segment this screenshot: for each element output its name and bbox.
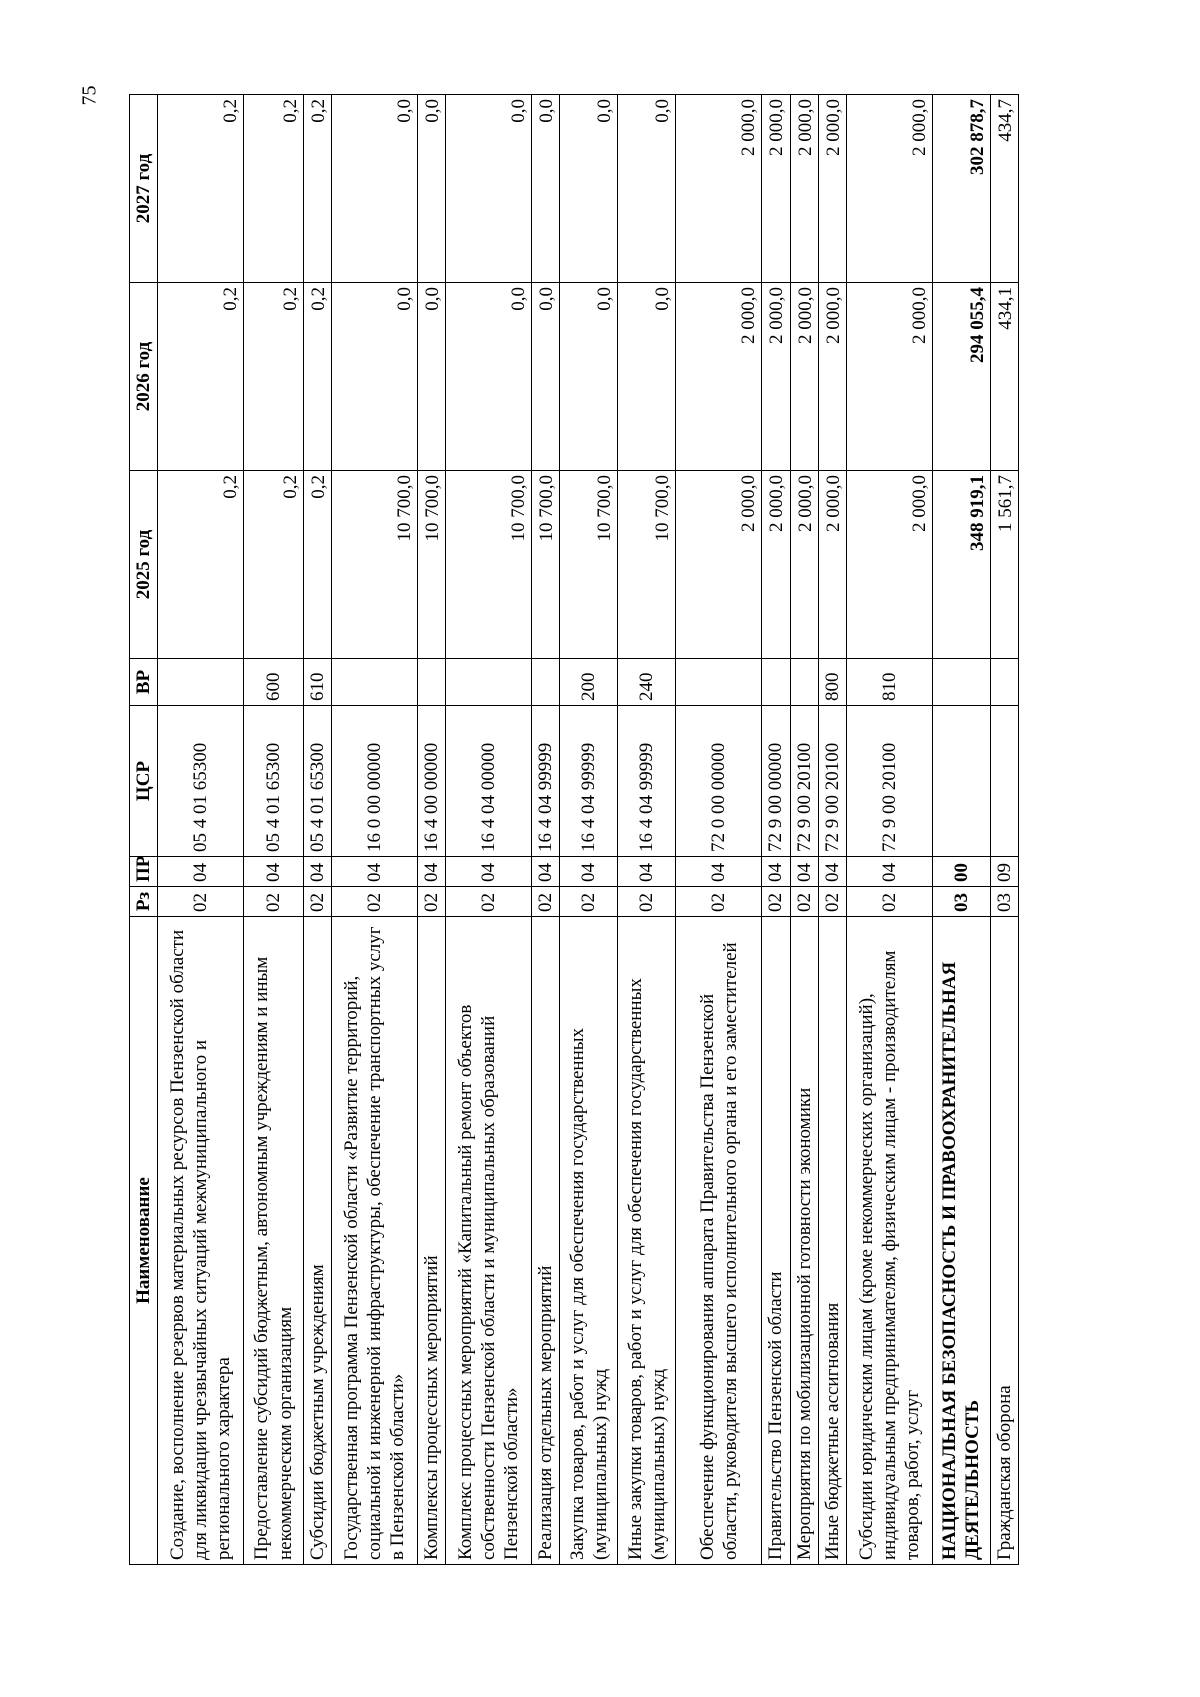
cell-csr: 05 4 01 65300 <box>304 706 332 857</box>
cell-2026: 2 000,0 <box>790 283 818 471</box>
cell-2025: 2 000,0 <box>762 471 790 659</box>
cell-name: Обеспечение функционирования аппарата Правительства Пензенской области, руководителя высшего исполнительного органа и его заместителей <box>676 917 762 1565</box>
cell-vr <box>990 659 1018 706</box>
cell-2027: 0,0 <box>532 95 560 283</box>
cell-2025: 0,2 <box>158 471 244 659</box>
header-2025: 2025 год <box>130 471 158 659</box>
table-row <box>676 95 762 1565</box>
cell-2025: 2 000,0 <box>846 471 932 659</box>
header-row <box>130 95 158 1565</box>
cell-2026: 0,2 <box>243 283 303 471</box>
cell-vr <box>446 659 532 706</box>
table-row <box>304 95 332 1565</box>
cell-vr <box>158 659 244 706</box>
cell-pr: 00 <box>932 857 990 887</box>
cell-name: Субсидии бюджетным учреждениям <box>304 917 332 1565</box>
cell-name: Иные закупки товаров, работ и услуг для обеспечения государственных (муниципальных) нужд <box>618 917 676 1565</box>
cell-2027: 434,7 <box>990 95 1018 283</box>
cell-vr <box>932 659 990 706</box>
cell-rz: 02 <box>790 887 818 917</box>
cell-rz: 02 <box>158 887 244 917</box>
cell-2027: 0,0 <box>560 95 618 283</box>
cell-2027: 2 000,0 <box>818 95 846 283</box>
cell-name: Комплекс процессных мероприятий «Капитальный ремонт объектов собственности Пензенской области и муниципальных образований Пензенской области» <box>446 917 532 1565</box>
cell-csr: 72 9 00 20100 <box>818 706 846 857</box>
page-number: 75 <box>78 85 101 106</box>
cell-2026: 2 000,0 <box>676 283 762 471</box>
cell-2025: 0,2 <box>304 471 332 659</box>
cell-rz: 02 <box>618 887 676 917</box>
cell-name: Предоставление субсидий бюджетным, автономным учреждениям и иным некоммерческим организациям <box>243 917 303 1565</box>
table-row <box>818 95 846 1565</box>
cell-2027: 0,2 <box>304 95 332 283</box>
table-row <box>932 95 990 1565</box>
header-pr: ПР <box>130 857 158 887</box>
cell-vr: 240 <box>618 659 676 706</box>
cell-name: НАЦИОНАЛЬНАЯ БЕЗОПАСНОСТЬ И ПРАВООХРАНИТЕЛЬНАЯ ДЕЯТЕЛЬНОСТЬ <box>932 917 990 1565</box>
table-row <box>243 95 303 1565</box>
table-row <box>762 95 790 1565</box>
cell-csr: 05 4 01 65300 <box>243 706 303 857</box>
cell-csr: 16 4 00 00000 <box>418 706 446 857</box>
cell-2026: 0,0 <box>332 283 418 471</box>
cell-name: Государственная программа Пензенской области «Развитие территорий, социальной и инженерной инфраструктуры, обеспечение транспортных услуг в Пензенской области» <box>332 917 418 1565</box>
cell-2025: 1 561,7 <box>990 471 1018 659</box>
cell-pr: 09 <box>990 857 1018 887</box>
cell-rz: 02 <box>676 887 762 917</box>
cell-rz: 02 <box>846 887 932 917</box>
cell-2027: 0,2 <box>243 95 303 283</box>
cell-2025: 10 700,0 <box>446 471 532 659</box>
table-row <box>446 95 532 1565</box>
cell-rz: 02 <box>304 887 332 917</box>
cell-2027: 2 000,0 <box>846 95 932 283</box>
cell-2027: 302 878,7 <box>932 95 990 283</box>
cell-2025: 10 700,0 <box>618 471 676 659</box>
cell-vr <box>676 659 762 706</box>
cell-2026: 0,2 <box>158 283 244 471</box>
cell-csr: 72 9 00 00000 <box>762 706 790 857</box>
cell-pr: 04 <box>332 857 418 887</box>
table-row <box>158 95 244 1565</box>
cell-pr: 04 <box>304 857 332 887</box>
cell-rz: 02 <box>418 887 446 917</box>
cell-2025: 2 000,0 <box>818 471 846 659</box>
cell-2027: 0,0 <box>618 95 676 283</box>
cell-vr <box>532 659 560 706</box>
cell-pr: 04 <box>560 857 618 887</box>
cell-2026: 294 055,4 <box>932 283 990 471</box>
cell-2026: 2 000,0 <box>762 283 790 471</box>
cell-vr: 610 <box>304 659 332 706</box>
cell-pr: 04 <box>846 857 932 887</box>
cell-name: Гражданская оборона <box>990 917 1018 1565</box>
cell-2025: 2 000,0 <box>676 471 762 659</box>
cell-name: Мероприятия по мобилизационной готовности экономики <box>790 917 818 1565</box>
cell-pr: 04 <box>676 857 762 887</box>
table-row <box>618 95 676 1565</box>
table-row <box>790 95 818 1565</box>
rotated-table-wrapper <box>129 95 1019 1565</box>
cell-csr: 72 9 00 20100 <box>846 706 932 857</box>
cell-csr: 72 9 00 20100 <box>790 706 818 857</box>
cell-2026: 0,0 <box>618 283 676 471</box>
cell-vr <box>790 659 818 706</box>
cell-rz: 02 <box>818 887 846 917</box>
cell-name: Создание, восполнение резервов материальных ресурсов Пензенской области для ликвидации чрезвычайных ситуаций межмуниципального и регионального характера <box>158 917 244 1565</box>
cell-2026: 0,0 <box>418 283 446 471</box>
cell-rz: 02 <box>532 887 560 917</box>
table-row <box>990 95 1018 1565</box>
cell-rz: 02 <box>560 887 618 917</box>
cell-vr <box>762 659 790 706</box>
cell-2027: 2 000,0 <box>676 95 762 283</box>
cell-2026: 0,0 <box>446 283 532 471</box>
cell-2027: 0,0 <box>418 95 446 283</box>
cell-rz: 03 <box>990 887 1018 917</box>
cell-rz: 02 <box>446 887 532 917</box>
cell-rz: 02 <box>243 887 303 917</box>
table-row <box>418 95 446 1565</box>
cell-pr: 04 <box>790 857 818 887</box>
cell-2025: 0,2 <box>243 471 303 659</box>
cell-2026: 434,1 <box>990 283 1018 471</box>
cell-2025: 10 700,0 <box>560 471 618 659</box>
table-row <box>332 95 418 1565</box>
cell-csr <box>990 706 1018 857</box>
cell-2025: 10 700,0 <box>332 471 418 659</box>
cell-vr: 600 <box>243 659 303 706</box>
cell-2026: 2 000,0 <box>846 283 932 471</box>
cell-csr: 72 0 00 00000 <box>676 706 762 857</box>
cell-csr: 16 4 04 99999 <box>532 706 560 857</box>
header-csr: ЦСР <box>130 706 158 857</box>
cell-2027: 2 000,0 <box>762 95 790 283</box>
cell-pr: 04 <box>818 857 846 887</box>
header-vr: ВР <box>130 659 158 706</box>
cell-2026: 0,0 <box>532 283 560 471</box>
cell-name: Комплексы процессных мероприятий <box>418 917 446 1565</box>
cell-name: Реализация отдельных мероприятий <box>532 917 560 1565</box>
table-row <box>560 95 618 1565</box>
cell-csr: 16 4 04 99999 <box>618 706 676 857</box>
cell-2025: 2 000,0 <box>790 471 818 659</box>
cell-2026: 2 000,0 <box>818 283 846 471</box>
header-rz: Рз <box>130 887 158 917</box>
cell-2027: 0,0 <box>446 95 532 283</box>
cell-rz: 02 <box>762 887 790 917</box>
cell-name: Правительство Пензенской области <box>762 917 790 1565</box>
cell-csr: 16 0 00 00000 <box>332 706 418 857</box>
cell-csr: 16 4 04 00000 <box>446 706 532 857</box>
budget-table <box>129 94 1019 1565</box>
cell-vr <box>332 659 418 706</box>
header-2027: 2027 год <box>130 95 158 283</box>
cell-2025: 10 700,0 <box>532 471 560 659</box>
table-row <box>846 95 932 1565</box>
cell-pr: 04 <box>446 857 532 887</box>
header-2026: 2026 год <box>130 283 158 471</box>
cell-rz: 03 <box>932 887 990 917</box>
cell-pr: 04 <box>418 857 446 887</box>
cell-pr: 04 <box>158 857 244 887</box>
cell-2026: 0,0 <box>560 283 618 471</box>
cell-csr: 16 4 04 99999 <box>560 706 618 857</box>
cell-name: Иные бюджетные ассигнования <box>818 917 846 1565</box>
cell-pr: 04 <box>532 857 560 887</box>
table-row <box>532 95 560 1565</box>
cell-2027: 2 000,0 <box>790 95 818 283</box>
cell-pr: 04 <box>762 857 790 887</box>
cell-csr <box>932 706 990 857</box>
cell-2025: 10 700,0 <box>418 471 446 659</box>
cell-name: Субсидии юридическим лицам (кроме некоммерческих организаций), индивидуальным предпринимателям, физическим лицам - производителям товаров, работ, услуг <box>846 917 932 1565</box>
cell-csr: 05 4 01 65300 <box>158 706 244 857</box>
cell-2027: 0,2 <box>158 95 244 283</box>
header-name: Наименование <box>130 917 158 1565</box>
cell-vr: 800 <box>818 659 846 706</box>
cell-name: Закупка товаров, работ и услуг для обеспечения государственных (муниципальных) нужд <box>560 917 618 1565</box>
table-body <box>158 95 1019 1565</box>
cell-2025: 348 919,1 <box>932 471 990 659</box>
cell-rz: 02 <box>332 887 418 917</box>
cell-vr: 200 <box>560 659 618 706</box>
cell-2027: 0,0 <box>332 95 418 283</box>
cell-vr: 810 <box>846 659 932 706</box>
cell-2026: 0,2 <box>304 283 332 471</box>
cell-pr: 04 <box>618 857 676 887</box>
cell-vr <box>418 659 446 706</box>
cell-pr: 04 <box>243 857 303 887</box>
